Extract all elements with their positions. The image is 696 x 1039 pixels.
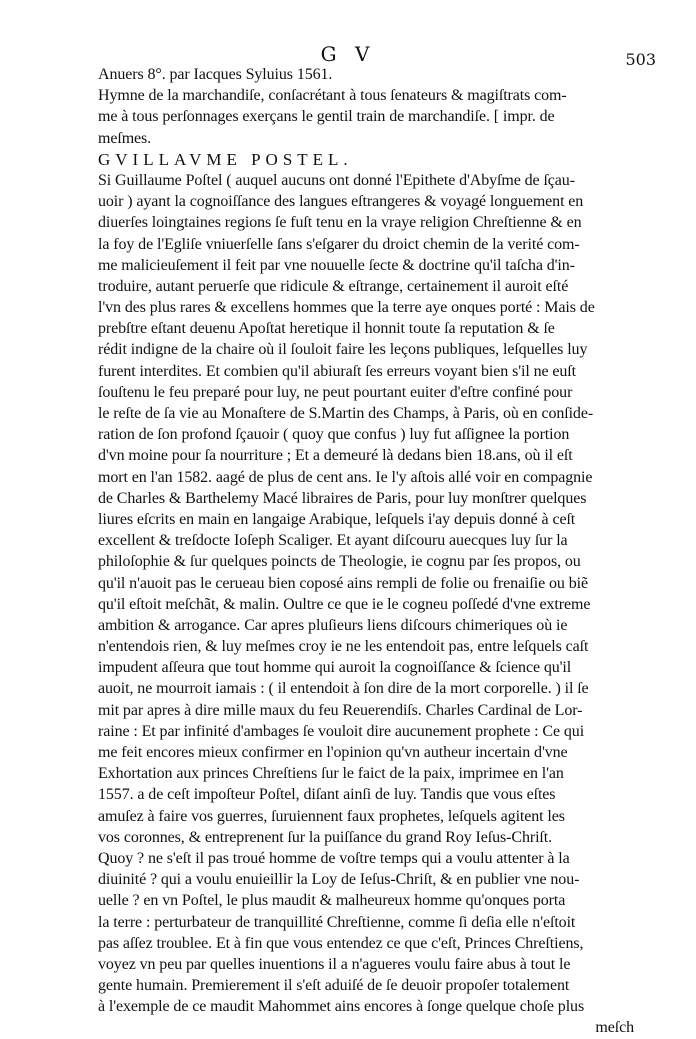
page-text (98, 64, 634, 1039)
text-line: à l'exemple de ce maudit Mahommet ains encores à ſonge quelque choſe plus (98, 998, 585, 1016)
text-line: qu'il n'auoit pas le cerueau bien coposé ains rempli de folie ou frenaiſie ou biẽ (98, 574, 588, 592)
text-line: me feit encores mieux confirmer en l'opinion qu'vn autheur incertain d'vne (98, 744, 568, 761)
text-line: la terre : perturbateur de tranquillité Chreſtienne, comme ſi deſia elle n'eſtoit (98, 913, 576, 931)
catchword: meſch (595, 1019, 634, 1037)
text-line: qu'il eſtoit meſchãt, & malin. Oultre ce que ie le cogneu poſſedé d'vne extreme (98, 595, 591, 613)
text-line: troduire, autant peruerſe que ridicule & eſtrange, certainement il auroit eſté (98, 277, 569, 295)
text-line: pas aſſez troublee. Et à fin que vous entendez ce que c'eſt, Princes Chreſtiens, (98, 934, 584, 952)
text-line: ſouſtenu le feu preparé pour luy, ne peut pourtant euiter d'eſtre confiné pour (98, 383, 573, 401)
text-line: raine : Et par infinité d'ambages ſe vouloit dire aucunement prophete : Ce qui (98, 722, 585, 740)
text-line: la foy de l'Egliſe vniuerſelle ſans s'eſgarer du droict chemin de la verité com- (98, 235, 580, 253)
text-line: diuerſes loingtaines regions ſe fuſt tenu en la vraye religion Chreſtienne & en (98, 214, 582, 232)
text-line: Quoy ? ne s'eſt il pas troué homme de voſtre temps qui a voulu attenter à la (98, 849, 570, 867)
text-line: ration de ſon profond ſçauoir ( quoy que confus ) luy fut aſſignee la portion (98, 426, 570, 444)
text-line: auoit, ne mourroit iamais : ( il entendoit à ſon dire de la mort corporelle. ) il ſe (98, 680, 589, 698)
running-head: G V (320, 42, 376, 66)
text-line: le reſte de ſa vie au Monaſtere de S.Martin des Champs, à Paris, où en conſide- (98, 405, 594, 422)
text-line: me malicieuſement il feit par vne nouuelle ſecte & doctrine qu'il taſcha d'in- (98, 256, 575, 274)
text-line: diuinité ? qui a voulu enuieillir la Loy de Ieſus-Chriſt, & en publier vne nou- (98, 871, 580, 889)
text-line: liures eſcrits en main en langaige Arabique, leſquels i'ay depuis donné à ceſt (98, 510, 576, 528)
text-line: impudent aſſeura que tout homme qui auroit la cognoiſſance & ſcience qu'il (98, 659, 572, 677)
text-line: prebſtre eſtant deuenu Apoſtat heretique il honnit toute ſa reputation & ſe (98, 320, 555, 338)
text-line: mit par apres à dire mille maux du feu Reuerendiſs. Charles Cardinal de Lor- (98, 701, 583, 719)
text-line: voyez vn peu par quelles inuentions il a n'agueres voulu faire abus à tout le (98, 955, 571, 973)
text-line: ambition & arrogance. Car apres pluſieurs liens diſcours chimeriques où ie (98, 616, 568, 634)
text-line: l'vn des plus rares & excellens hommes que la terre aye onques porté : Mais de (98, 299, 595, 317)
text-line: gente humain. Premierement il s'eſt aduiſé de ſe deuoir propoſer totalement (98, 977, 570, 995)
text-line: philoſophie & ſur quelques poincts de Theologie, ie cognu par ſes propos, ou (98, 553, 581, 571)
text-line: me à tous perſonnages exerçans le gentil train de marchandiſe. [ impr. de (98, 108, 555, 126)
text-line: uoir ) ayant la cognoiſſance des langues eſtrangeres & voyagé longuement en (98, 193, 584, 211)
text-line: Exhortation aux princes Chreſtiens ſur le faict de la paix, imprimee en l'an (98, 765, 564, 783)
text-line: Hymne de la marchandiſe, conſacrétant à tous ſenateurs & magiſtrats com- (98, 87, 567, 105)
text-line: mort en l'an 1582. aagé de plus de cent ans. Ie l'y aſtois allé voir en compagnie (98, 468, 593, 486)
text-line: Anuers 8°. par Iacques Syluius 1561. (98, 66, 333, 83)
text-line: rédit indigne de la chaire où il ſouloit faire les leçons publiques, leſquelles luy (98, 341, 588, 359)
text-line: 1557. a de ceſt impoſteur Poſtel, diſant ainſi de luy. Tandis que vous eſtes (98, 786, 556, 804)
text-line: meſmes. (98, 129, 152, 147)
text-line: n'entendois rien, & luy meſmes croy ie ne les entendoit pas, entre leſquels caſt (98, 638, 589, 656)
text-line: amuſez à faire vos guerres, ſuruiennent faux prophetes, leſquels agitent les (98, 807, 565, 825)
text-line: de Charles & Barthelemy Macé libraires de Paris, pour luy monſtrer quelques (98, 489, 587, 507)
text-line: uelle ? en vn Poſtel, le plus maudit & malheureux homme qu'onques porta (98, 892, 566, 910)
page-number: 503 (625, 50, 656, 69)
text-line: d'vn moine pour ſa nourriture ; Et a demeuré là dedans bien 18.ans, où il eſt (98, 447, 573, 465)
section-heading: GVILLAVME POSTEL. (98, 149, 353, 169)
text-line: Si Guillaume Poſtel ( auquel aucuns ont donné l'Epithete d'Abyſme de ſçau- (98, 171, 575, 189)
text-line: excellent & treſdocte Ioſeph Scaliger. Et ayant diſcouru auecques luy ſur la (98, 532, 568, 550)
text-line: furent interdites. Et combien qu'il abiuraſt ſes erreurs voyant bien s'il ne euſt (98, 362, 576, 380)
text-line: vos coronnes, & entreprenent ſur la puiſſance du grand Roy Ieſus-Chriſt. (98, 828, 553, 846)
